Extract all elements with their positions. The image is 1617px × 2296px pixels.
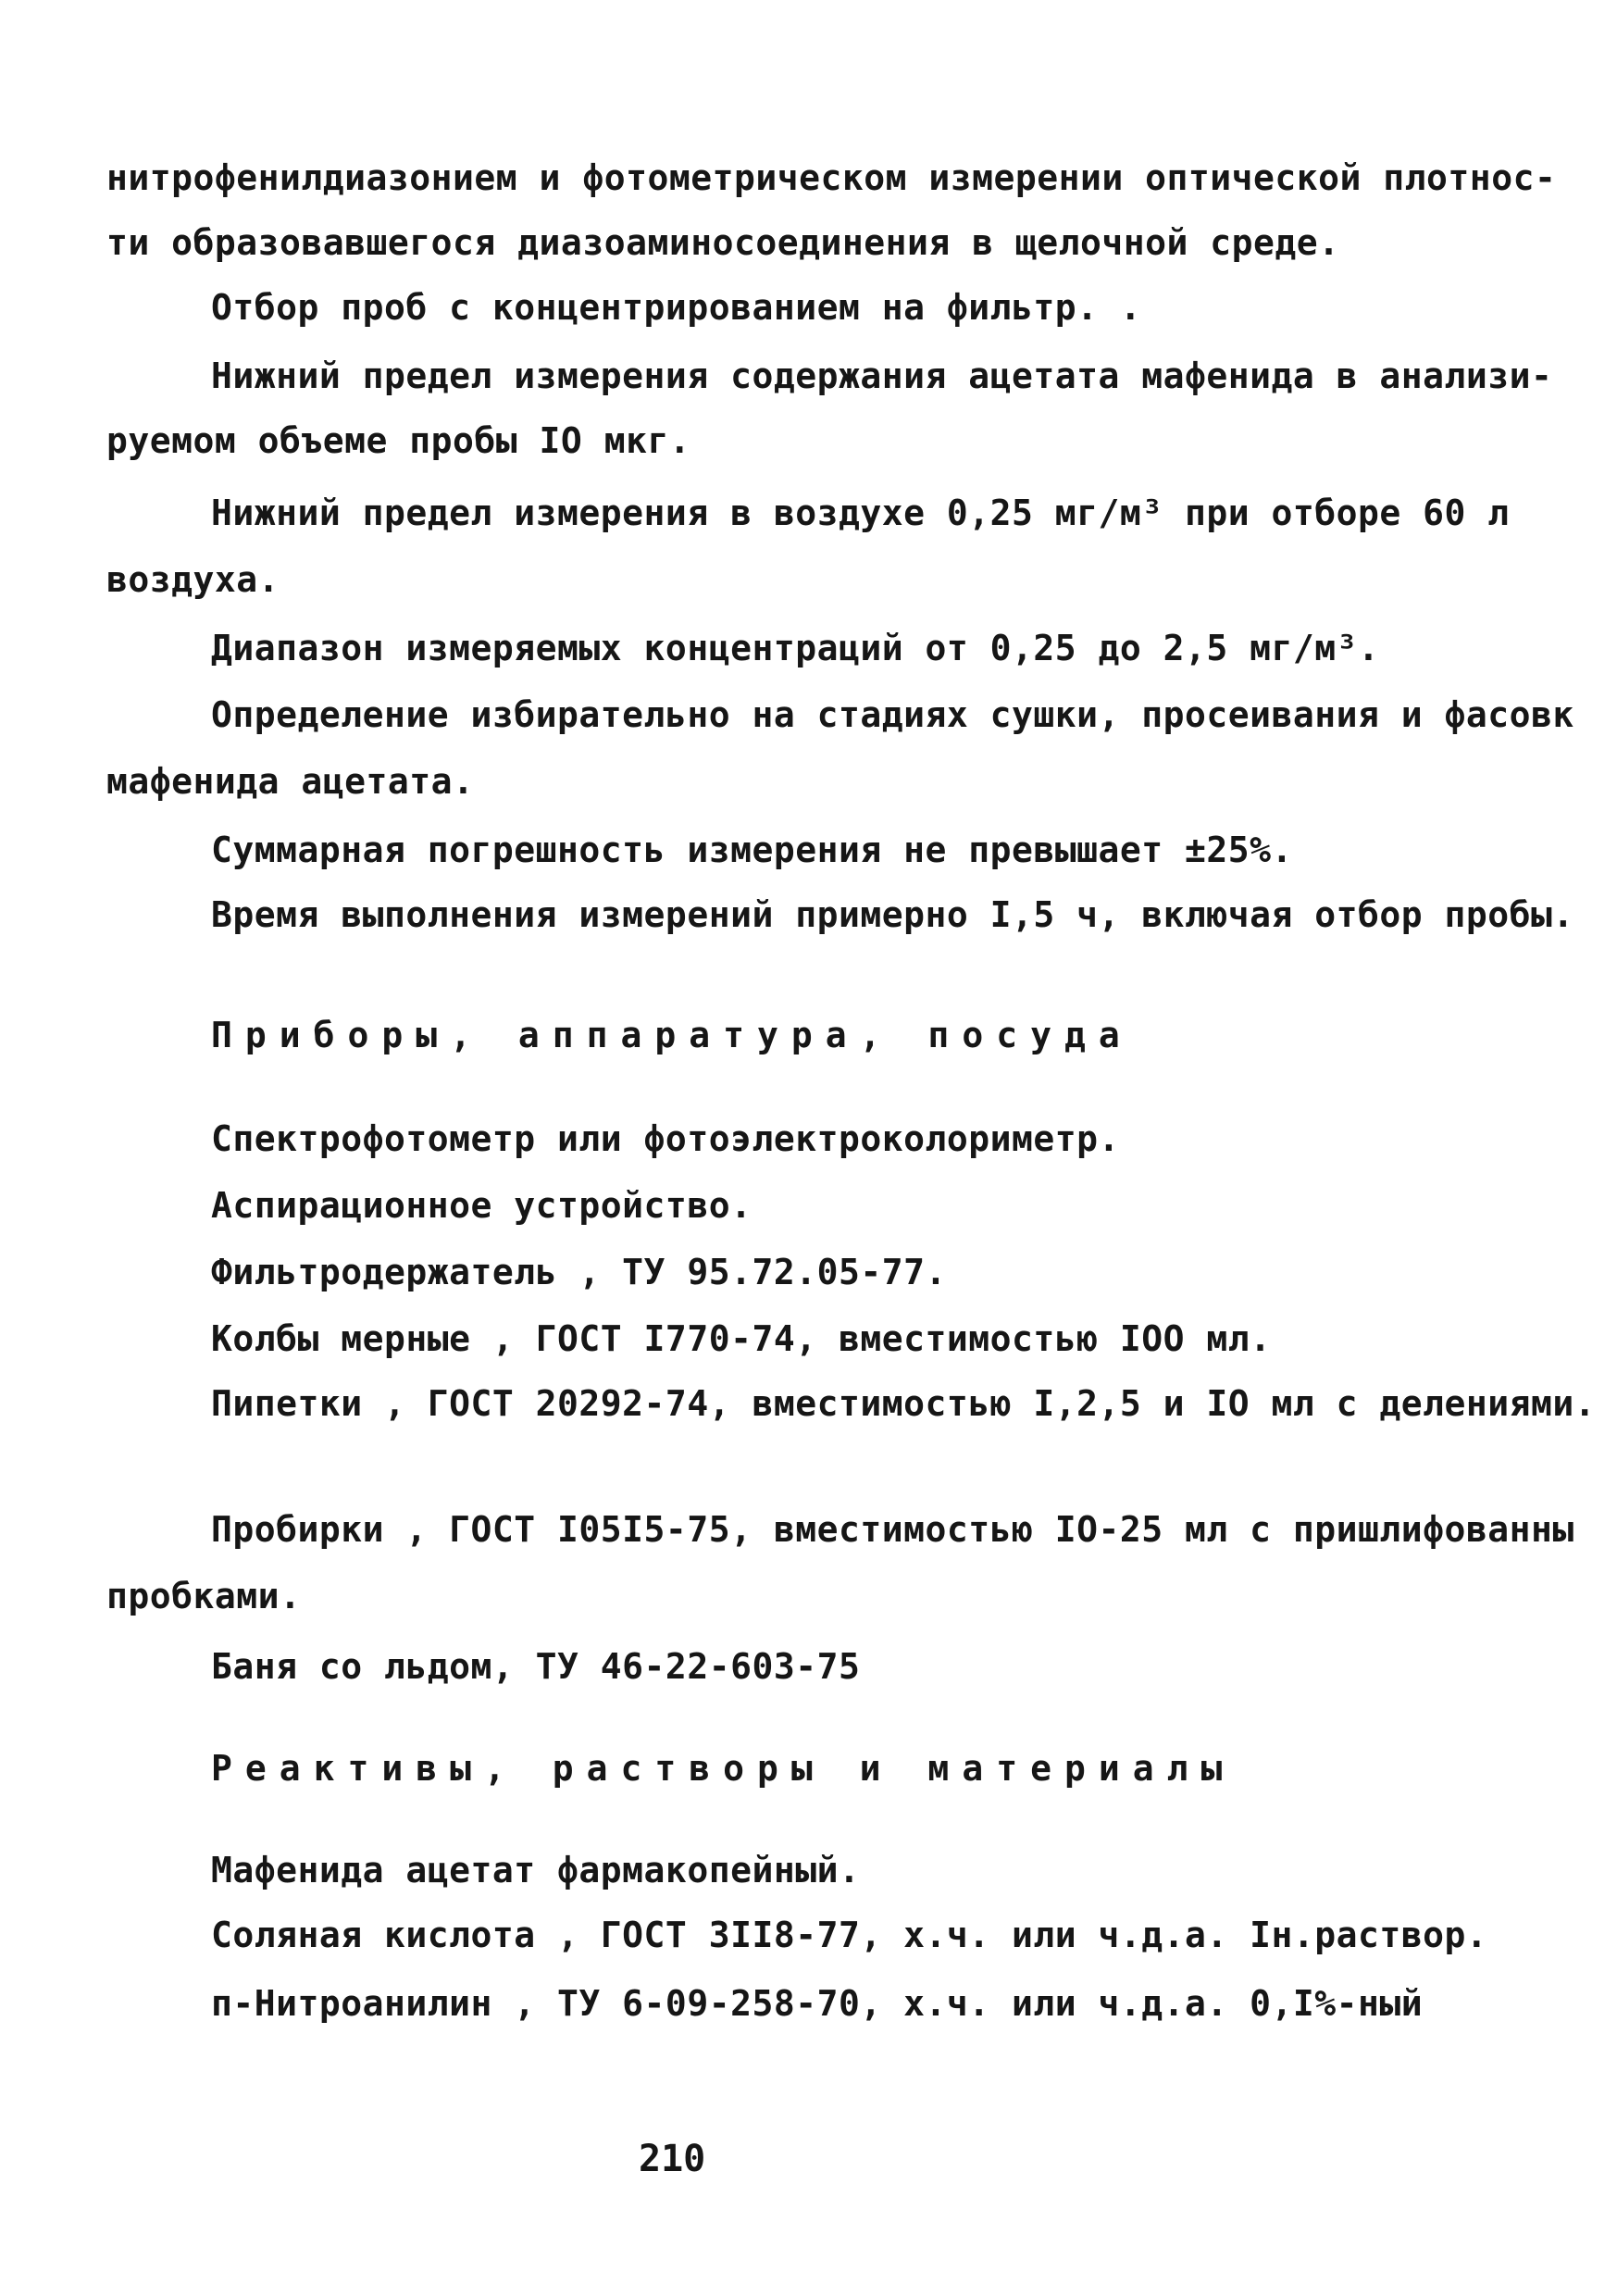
equipment-item: Пробирки , ГОСТ I05I5-75, вместимостью IO-25 мл с пришлифованны [211, 1509, 1574, 1550]
body-text-line: мафенида ацетата. [106, 761, 475, 802]
equipment-item: Пипетки , ГОСТ 20292-74, вместимостью I,2,5 и IO мл с делениями. [211, 1383, 1597, 1424]
reagent-item: п-Нитроанилин , ТУ 6-09-258-70, х.ч. или ч.д.а. 0,I%-ный [211, 1983, 1424, 2024]
section-heading-reagents: Реактивы, растворы и материалы [211, 1748, 1236, 1789]
body-text-line: Диапазон измеряемых концентраций от 0,25 до 2,5 мг/м³. [211, 628, 1380, 668]
body-text-line: нитрофенилдиазонием и фотометрическом измерении оптической плотнос- [106, 157, 1557, 198]
equipment-item: Аспирационное устройство. [211, 1185, 753, 1226]
body-text-line: Нижний предел измерения содержания ацетата мафенида в анализи- [211, 356, 1553, 396]
equipment-item-continuation: пробками. [106, 1576, 302, 1616]
page-number: 210 [639, 2138, 706, 2180]
section-heading-equipment: Приборы, аппаратура, посуда [211, 1015, 1133, 1055]
body-text-line: воздуха. [106, 559, 280, 600]
reagent-item: Соляная кислота , ГОСТ 3II8-77, х.ч. или ч.д.а. Iн.раствор. [211, 1915, 1488, 1955]
body-text-line: руемом объеме пробы IO мкг. [106, 420, 691, 461]
body-text-line: Время выполнения измерений примерно I,5 ч, включая отбор пробы. [211, 894, 1574, 935]
reagent-item: Мафенида ацетат фармакопейный. [211, 1850, 861, 1890]
equipment-item: Колбы мерные , ГОСТ I770-74, вместимостью IOO мл. [211, 1318, 1272, 1359]
equipment-item: Спектрофотометр или фотоэлектроколориметр. [211, 1118, 1120, 1159]
equipment-item: Фильтродержатель , ТУ 95.72.05-77. [211, 1252, 947, 1292]
body-text-line: Определение избирательно на стадиях сушки, просеивания и фасовк [211, 694, 1574, 735]
body-text-line: Суммарная погрешность измерения не превышает ±25%. [211, 830, 1293, 870]
body-text-line: ти образовавшегося диазоаминосоединения в щелочной среде. [106, 222, 1340, 263]
equipment-item: Баня со льдом, ТУ 46-22-603-75 [211, 1646, 861, 1687]
body-text-line: Отбор проб с концентрированием на фильтр. . [211, 287, 1142, 328]
body-text-line: Нижний предел измерения в воздухе 0,25 мг/м³ при отборе 60 л [211, 493, 1510, 533]
